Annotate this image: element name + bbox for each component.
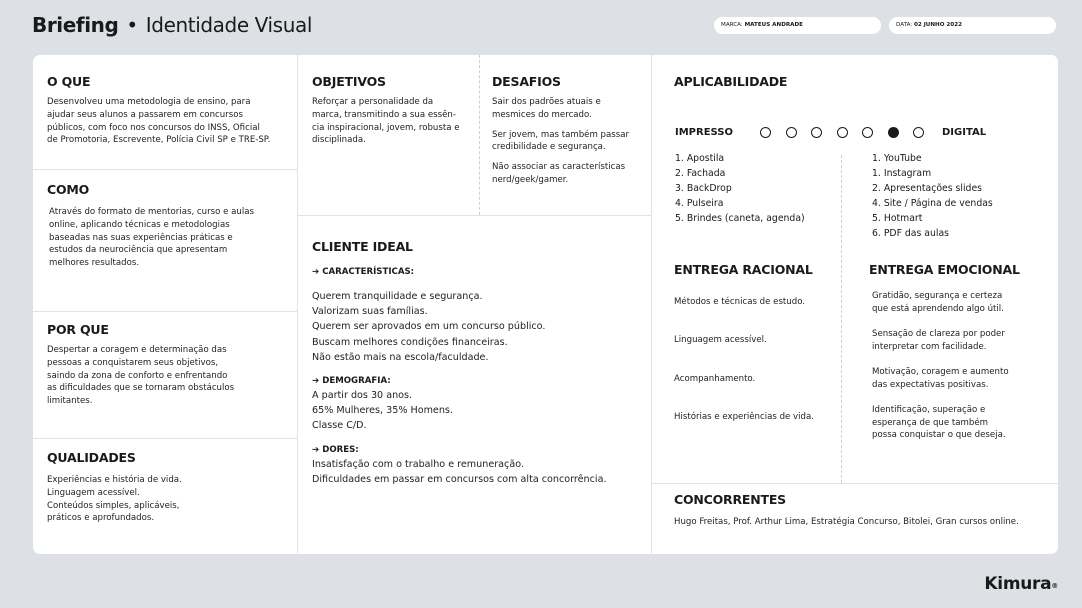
- divider: [33, 311, 297, 312]
- emocional-item: Sensação de clareza por poder interpretar com facilidade.: [872, 329, 1005, 352]
- section-aplicabilidade: [674, 74, 787, 89]
- caracteristicas-label: ➔ CARACTERÍSTICAS:: [312, 267, 415, 277]
- divider: [297, 55, 298, 554]
- list-item: 3. BackDrop: [675, 182, 732, 194]
- oque-text: Desenvolveu uma metodologia de ensino, para ajudar seus alunos a passarem em concursos públicos, com foco nos concursos do INSS, Oficial de Promotoria, Escrevente, Polícia Civil SP e TRE-SP.: [47, 97, 271, 146]
- objetivos-title: OBJETIVOS: [312, 74, 386, 89]
- dashed-divider: [479, 55, 480, 215]
- scale-dot: [913, 127, 924, 138]
- cliente-title: CLIENTE IDEAL: [312, 239, 413, 254]
- dores-label: ➔ DORES:: [312, 444, 359, 455]
- divider: [651, 55, 652, 554]
- demografia-label: ➔ DEMOGRAFIA:: [312, 376, 391, 387]
- racional-item: Linguagem acessível.: [674, 335, 767, 345]
- section-porque: [47, 322, 234, 408]
- divider: [297, 215, 651, 216]
- data-value: 02 JUNHO 2022: [913, 22, 962, 28]
- desafio-item: Sair dos padrões atuais e mesmices do mercado.: [492, 97, 601, 120]
- desafios-title: DESAFIOS: [492, 74, 561, 89]
- como-title: COMO: [47, 182, 90, 197]
- page-title: [32, 13, 312, 37]
- briefing-card: [33, 55, 1058, 554]
- divider: [33, 169, 297, 170]
- list-item: 4. Pulseira: [675, 197, 724, 209]
- scale-dot: [888, 127, 899, 138]
- section-qualidades: [47, 450, 182, 525]
- digital-label: DIGITAL: [942, 127, 987, 138]
- impresso-label: IMPRESSO: [675, 127, 733, 138]
- marca-field: [714, 17, 881, 34]
- porque-text: Despertar a coragem e determinação das pessoas a conquistarem seus objetivos, saindo da zona de conforto e enfrentando as dificuldades que se tornaram obstáculos limitantes.: [47, 345, 235, 407]
- logo-text: Kimura: [984, 574, 1052, 594]
- demografia-text: A partir dos 30 anos. 65% Mulheres, 35% Homens. Classe C/D.: [312, 390, 453, 432]
- emocional-item: Gratidão, segurança e certeza que está aprendendo algo útil.: [872, 291, 1004, 314]
- impresso-digital-scale: [674, 125, 1044, 141]
- porque-title: POR QUE: [47, 322, 109, 337]
- list-item: 1. Apostila: [675, 153, 725, 164]
- list-item: 2. Fachada: [675, 167, 726, 179]
- impresso-list: [675, 152, 805, 227]
- como-text: Através do formato de mentorias, curso e aulas online, aplicando técnicas e metodologias baseadas nas suas experiências práticas e estudos da neurociência que apresentam melhores resultados.: [49, 207, 254, 269]
- scale-dot: [862, 127, 873, 138]
- desafio-item: Ser jovem, mas também passar credibilidade e segurança.: [492, 129, 630, 153]
- dashed-divider: [841, 155, 842, 483]
- title-rest: Identidade Visual: [145, 13, 312, 37]
- racional-title: ENTREGA RACIONAL: [674, 262, 813, 277]
- divider: [651, 483, 1058, 484]
- section-objetivos: [312, 74, 460, 147]
- qualidades-text: Experiências e história de vida. Linguagem acessível. Conteúdos simples, aplicáveis, práticos e aprofundados.: [47, 475, 182, 524]
- section-concorrentes: [674, 492, 1019, 529]
- list-item: 5. Brindes (caneta, agenda): [675, 212, 805, 224]
- section-oque: [47, 74, 270, 147]
- racional-item: Histórias e experiências de vida.: [674, 412, 814, 422]
- data-field: [889, 17, 1056, 34]
- title-separator: •: [126, 13, 138, 37]
- emocional-title: ENTREGA EMOCIONAL: [869, 262, 1020, 277]
- list-item: 4. Site / Página de vendas: [872, 197, 993, 209]
- scale-dot: [837, 127, 848, 138]
- dores-text: Insatisfação com o trabalho e remuneração. Dificuldades em passar em concursos com alta concorrência.: [312, 458, 607, 485]
- kimura-logo: [984, 574, 1058, 594]
- divider: [33, 438, 297, 439]
- section-entrega-emocional: [869, 262, 1020, 277]
- desafio-item: Não associar as características nerd/geek/gamer.: [492, 162, 626, 185]
- list-item: 1. Instagram: [872, 167, 932, 179]
- scale-dot: [811, 127, 822, 138]
- objetivos-text: Reforçar a personalidade da marca, transmitindo a sua essên- cia inspiracional, jovem, robusta e disciplinada.: [312, 97, 460, 146]
- emocional-item: Motivação, coragem e aumento das expectativas positivas.: [872, 367, 1009, 390]
- emocional-item: Identificação, superação e esperança de que também possa conquistar o que deseja.: [872, 405, 1006, 440]
- list-item: 2. Apresentações slides: [872, 182, 983, 194]
- scale-dot: [786, 127, 797, 138]
- list-item: 1. YouTube: [872, 153, 922, 164]
- marca-label: MARCA:: [721, 22, 743, 28]
- list-item: 6. PDF das aulas: [872, 227, 950, 239]
- section-desafios: [492, 74, 629, 187]
- caracteristicas-text: Querem tranquilidade e segurança. Valorizam suas famílias. Querem ser aprovados em um concurso público. Buscam melhores condições financeiras. Não estão mais na escola/faculdade.: [312, 291, 546, 363]
- marca-value: MATEUS ANDRADE: [744, 22, 803, 28]
- racional-item: Métodos e técnicas de estudo.: [674, 297, 806, 307]
- digital-list: [872, 152, 993, 241]
- scale-dot: [760, 127, 771, 138]
- data-label: DATA:: [896, 22, 913, 28]
- concorrentes-text: Hugo Freitas, Prof. Arthur Lima, Estratégia Concurso, Bitolei, Gran cursos online.: [674, 517, 1019, 527]
- section-entrega-racional: [674, 262, 813, 277]
- aplicabilidade-title: APLICABILIDADE: [674, 74, 788, 89]
- section-como: [47, 182, 254, 270]
- section-cliente-ideal: [312, 239, 607, 487]
- oque-title: O QUE: [47, 74, 91, 89]
- racional-item: Acompanhamento.: [674, 374, 756, 384]
- qualidades-title: QUALIDADES: [47, 450, 136, 465]
- registered-mark: ®: [1051, 582, 1058, 590]
- list-item: 5. Hotmart: [872, 212, 923, 224]
- title-bold: Briefing: [32, 13, 119, 37]
- concorrentes-title: CONCORRENTES: [674, 492, 786, 507]
